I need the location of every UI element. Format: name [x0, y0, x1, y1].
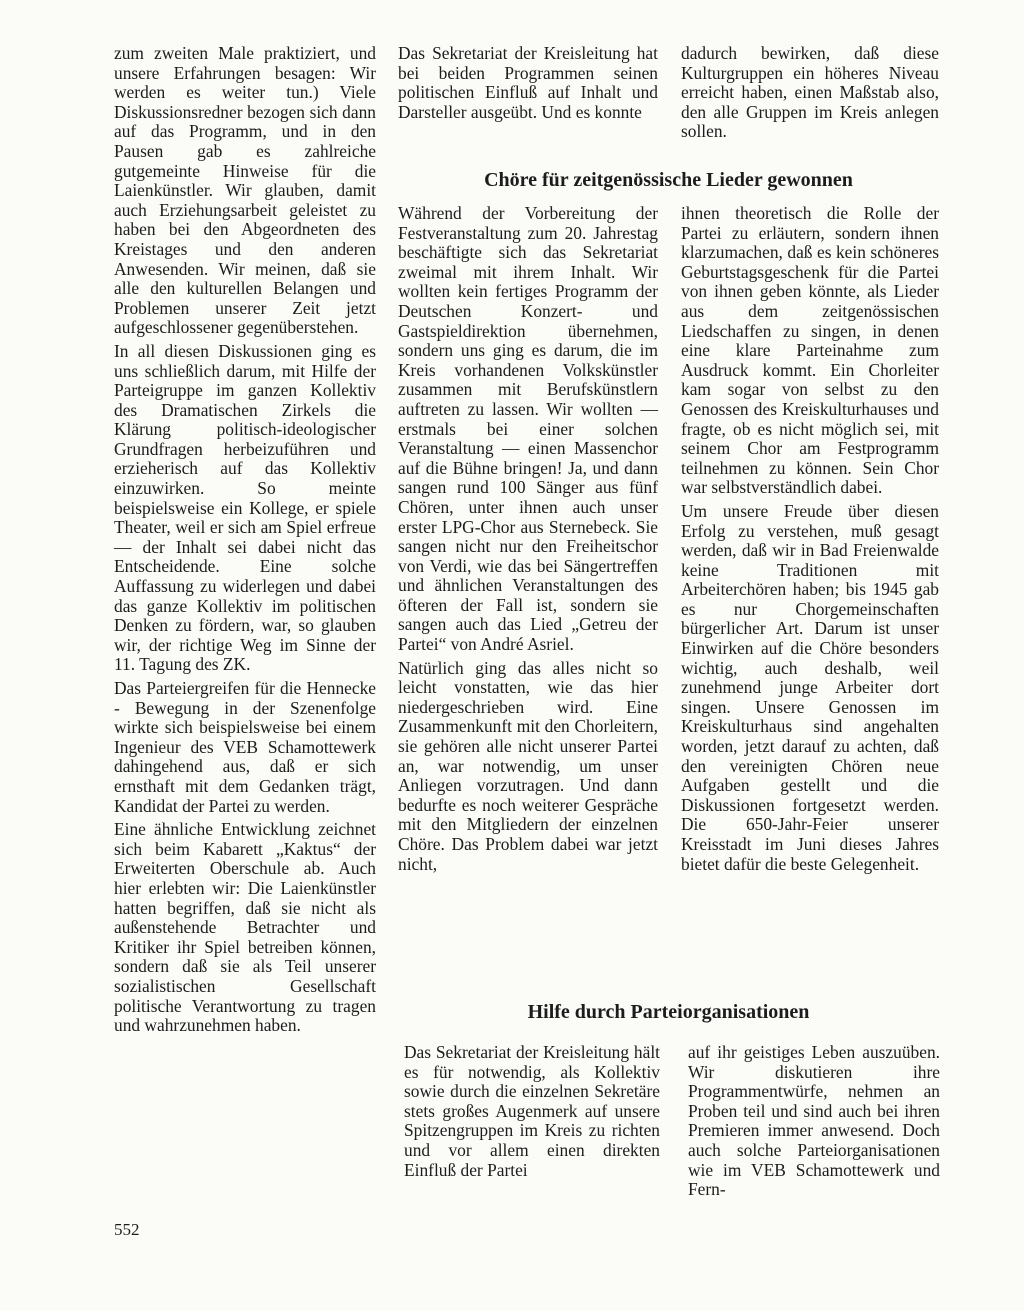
- paragraph: Natürlich ging das alles nicht so leicht vonstatten, wie das hier niedergeschrieben wird. Eine Zusammenkunft mit den Chorleitern, sie gehören alle nicht unserer Partei an, war notwendig, um unser Anliegen vorzutragen. Und dann bedurfte es noch weiterer Gespräche mit den Mitgliedern der einzelnen Chöre. Das Problem dabei war jetzt nicht,: [398, 657, 658, 874]
- paragraph: zum zweiten Male praktiziert, und unsere Erfahrungen besagen: Wir werden es weiter tun.) Viele Diskussionsredner bezogen sich dann auf das Programm, und in den Pausen gab es zahlreiche gutgemeinte Hinweise für die Laienkünstler. Wir glauben, damit auch Erziehungsarbeit geleistet zu haben bei den Abgeordneten des Kreistages und den anderen Anwesenden. Wir meinen, daß sie alle den kulturellen Belangen und Problemen unserer Zeit jetzt aufgeschlossener gegenüberstehen.: [114, 43, 376, 338]
- paragraph: ihnen theoretisch die Rolle der Partei zu erläutern, sondern ihnen klarzumachen, daß es kein schöneres Geburtstagsgeschenk für die Partei von ihnen geben könnte, als Lieder aus dem zeitgenössischen Liedschaffen zu singen, in denen eine klare Parteinahme zum Ausdruck kommt. Ein Chorleiter kam sogar von selbst zu den Genossen des Kreiskulturhauses und fragte, ob es nicht möglich sei, mit seinem Chor am Festprogramm teilnehmen zu können. Sein Chor war selbstverständlich dabei.: [681, 203, 939, 498]
- paragraph: Das Parteiergreifen für die Hennecke - Bewegung in der Szenenfolge wirkte sich beispielsweise bei einem Ingenieur des VEB Schamottewerk dahingehend aus, daß er sich ernsthaft mit dem Gedanken trägt, Kandidat der Partei zu werden.: [114, 678, 376, 816]
- section1-column-b: [681, 204, 939, 874]
- section-heading-choirs: Chöre für zeitgenössische Lieder gewonnen: [484, 169, 853, 191]
- page-number: 552: [114, 1220, 140, 1239]
- section-heading-party-organisations: Hilfe durch Parteiorganisationen: [527, 1001, 810, 1023]
- paragraph: Das Sekretariat der Kreisleitung hat bei beiden Programmen seinen politischen Einfluß auf Inhalt und Darsteller ausgeübt. Und es konnte: [398, 43, 658, 122]
- column-3-top: [681, 44, 939, 142]
- paragraph: Das Sekretariat der Kreisleitung hält es für notwendig, als Kollektiv sowie durch die einzelnen Sekretäre stets großes Augenmerk auf unsere Spitzengruppen im Kreis zu richten und vor allem einen direkten Einfluß der Partei: [404, 1042, 660, 1180]
- paragraph: Eine ähnliche Entwicklung zeichnet sich beim Kabarett „Kaktus“ der Erweiterten Oberschule ab. Auch hier erlebten wir: Die Laienkünstler hatten begriffen, daß sie nicht als außenstehende Betrachter und Kritiker ihr Spiel betreiben können, sondern daß sie als Teil unserer sozialistischen Gesellschaft politische Verantwortung zu tragen und wahrzunehmen haben.: [114, 819, 376, 1036]
- section1-column-a: [398, 204, 658, 874]
- paragraph: auf ihr geistiges Leben auszuüben. Wir diskutieren ihre Programmentwürfe, nehmen an Proben teil und sind auch bei ihren Premieren immer anwesend. Doch auch solche Parteiorganisationen wie im VEB Schamottewerk und Fern-: [688, 1042, 940, 1200]
- column-1: [114, 44, 376, 1036]
- column-2-top: [398, 44, 658, 122]
- paragraph: Während der Vorbereitung der Festveranstaltung zum 20. Jahrestag beschäftigte sich das Sekretariat zweimal mit ihrem Inhalt. Wir wollten kein fertiges Programm der Deutschen Konzert- und Gastspieldirektion übernehmen, sondern uns ging es darum, die im Kreis vorhandenen Volkskünstler zusammen mit Berufskünstlern auftreten zu lassen. Wir wollten — erstmals bei einer solchen Veranstaltung — einen Massenchor auf die Bühne bringen! Ja, und dann sangen rund 100 Sänger aus fünf Chören, unter ihnen auch unser erster LPG-Chor aus Sternebeck. Sie sangen nicht nur den Freiheitschor von Verdi, wie das bei Sängertreffen und ähnlichen Veranstaltungen des öfteren der Fall ist, sondern sie sangen auch das Lied „Getreu der Partei“ von André Asriel.: [398, 203, 658, 655]
- section2-column-b: [688, 1043, 940, 1200]
- paragraph: Um unsere Freude über diesen Erfolg zu verstehen, muß gesagt werden, daß wir in Bad Freienwalde keine Traditionen mit Arbeiterchören haben; bis 1945 gab es nur Chorgemeinschaften bürgerlicher Art. Darum ist unser Einwirken auf die Chöre besonders wichtig, auch deshalb, weil zunehmend junge Arbeiter dort singen. Unsere Genossen im Kreiskulturhaus sind angehalten worden, jetzt darauf zu achten, daß den vereinigten Chören neue Aufgaben gestellt und die Diskussionen fortgesetzt werden. Die 650-Jahr-Feier unserer Kreisstadt im Juni dieses Jahres bietet dafür die beste Gelegenheit.: [681, 500, 939, 874]
- paragraph: In all diesen Diskussionen ging es uns schließlich darum, mit Hilfe der Parteigruppe im ganzen Kollektiv des Dramatischen Zirkels die Klärung politisch-ideologischer Grundfragen herbeizuführen und erzieherisch auf das Kollektiv einzuwirken. So meinte beispielsweise ein Kollege, er spiele Theater, weil er sich am Spiel erfreue — der Inhalt sei dabei nicht das Entscheidende. Eine solche Auffassung zu widerlegen und dabei das ganze Kollektiv im politischen Denken zu fördern, war, so glauben wir, der richtige Weg im Sinne der 11. Tagung des ZK.: [114, 340, 376, 675]
- section2-column-a: [404, 1043, 660, 1180]
- paragraph: dadurch bewirken, daß diese Kulturgruppen ein höheres Niveau erreicht haben, einen Maßstab also, den alle Gruppen im Kreis anlegen sollen.: [681, 43, 939, 142]
